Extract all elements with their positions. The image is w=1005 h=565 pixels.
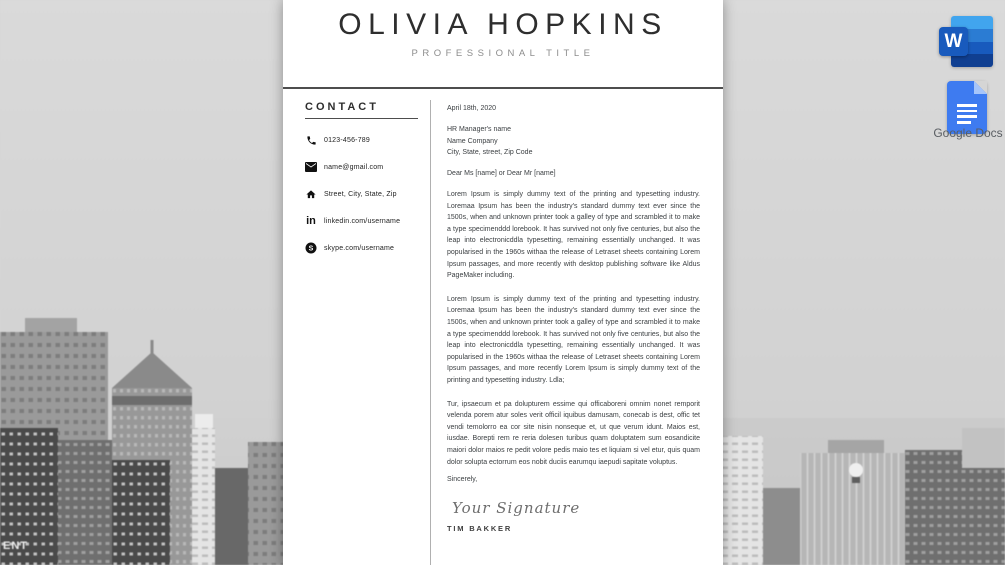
contact-item-email [305,161,425,173]
signature-name: TIM BAKKER [447,524,513,534]
cover-letter-document [283,0,723,565]
paragraph-2: Lorem Ipsum is simply dummy text of the printing and typesetting industry. Loremaa Ipsum has been the industry's standard dummy text ever since the 1500s, when and unknown printer took a galley of type and scrambled it to make a type specimenddd lorebook. It has survived not only five centuries, but also the leap into electronicddla typesetting, remaining essentially unchanged. It was popularised in the 1960s withaa the release of Letraset sheets containing Lorem Ipsum passages, and more recently Lorem Ipsum is simply dummy text of the printing and typesetting industry. Ldla; [447,295,700,385]
linkedin-url: linkedin.com/username [324,217,401,225]
email-address: name@gmail.com [324,163,384,171]
svg-text:ENT: ENT [3,540,28,552]
skype-icon [305,242,317,254]
word-icon [939,16,993,67]
google-docs-label: Google Docs [933,126,1003,140]
recipient-address: City, State, street, Zip Code [447,149,533,157]
paragraph-3: Tur, ipsaecum et pa dolupturem essime qui officaboreni omnim nonet remporit velenda porem atur soles verit officil iquibus damusam, conecab is dest, offic tet vendi temolorro ea cor site nisin nonseque et, ut que verum idunt. Maios est, iusdae. Borepti rem re reria dolesen turibus quam doluptatem sum eosandicite maiori dolor maios re pedit volore pedis maio tes et liquiam si vel etur, quis quam dolor solupta ectorrum eos nobit duciis earumqu iaepudi sapitate voluptus. [447,400,700,466]
signature-script: Your Signature [452,499,581,518]
recipient-company: Name Company [447,137,498,145]
phone-number: 0123-456-789 [324,136,370,144]
email-icon [305,161,317,173]
letter-body [447,100,700,533]
salutation: Dear Ms [name] or Dear Mr [name] [447,170,556,178]
letter-date: April 18th, 2020 [447,105,497,112]
closing: Sincerely, [447,476,478,484]
professional-title: PROFESSIONAL TITLE [411,48,595,59]
contact-item-linkedin [305,215,425,227]
linkedin-icon: in [306,214,316,227]
recipient-name: HR Manager's name [447,126,511,133]
candidate-name: OLIVIA HOPKINS [338,8,668,41]
contact-item-skype [305,242,425,254]
contact-item-address [305,188,425,200]
header-divider [283,87,723,89]
home-icon [305,188,317,200]
contact-item-phone [305,134,425,146]
svg-text:S: S [308,245,314,253]
contact-heading: CONTACT [305,101,418,119]
column-divider [430,100,431,565]
recipient-block [447,124,700,159]
document-header [283,0,723,59]
phone-icon [305,134,317,146]
paragraph-1: Lorem Ipsum is simply dummy text of the printing and typesetting industry. Loremaa Ipsum has been the industry's standard dummy text ever since the 1500s, when and unknown printer took a galley of type and scrambled it to make a type specimenddd lorebook. It has survived not only five centuries, but also the leap into electronicddla typesetting, remaining essentially unchanged. It was popularised in the 1960s withaa the release of Letraset sheets containing Lorem Ipsum passages, and more recently with desktop publishing software like Aldus PageMaker including. [447,191,700,280]
street-address: Street, City, State, Zip [324,190,397,198]
word-letter-badge: W [939,27,968,56]
skype-url: skype.com/username [324,244,395,252]
docs-text-lines [957,104,977,127]
contact-section [305,101,425,254]
